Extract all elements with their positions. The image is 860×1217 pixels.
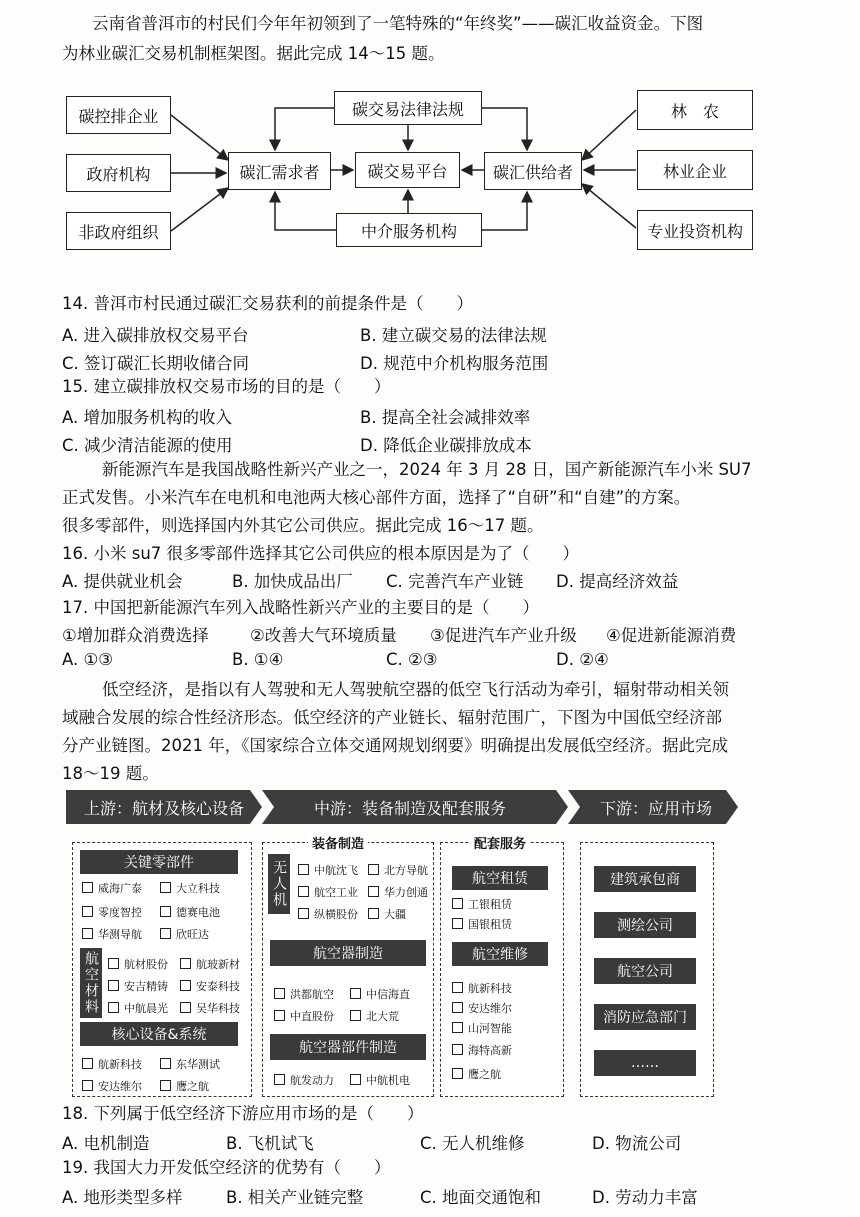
box-ngo: 非政府组织 xyxy=(66,212,171,250)
app-contractor: 建筑承包商 xyxy=(594,866,696,892)
equipment-section-title: 装备制造 xyxy=(308,833,368,852)
list-item: 华力创通 xyxy=(368,884,428,900)
core-system-header: 核心设备&系统 xyxy=(80,1022,238,1046)
list-item: 鹰之航 xyxy=(160,1078,209,1094)
q14-stem: 14. 普洱市村民通过碳汇交易获利的前提条件是（ ） xyxy=(62,294,473,313)
q14-option-b[interactable]: B. 建立碳交易的法律法规 xyxy=(360,326,547,345)
list-item: 航新科技 xyxy=(82,1056,142,1072)
list-item: 北大荒 xyxy=(350,1008,399,1024)
bar-midstream: 中游：装备制造及配套服务 xyxy=(314,798,507,818)
key-parts-header: 关键零部件 xyxy=(80,850,238,874)
q19-stem: 19. 我国大力开发低空经济的优势有（ ） xyxy=(62,1158,391,1177)
box-government: 政府机构 xyxy=(66,154,171,192)
list-item: 航发动力 xyxy=(274,1072,334,1088)
list-item: 威海广泰 xyxy=(82,880,142,896)
list-item: 航玻新材 xyxy=(180,956,240,972)
leasing-header: 航空租赁 xyxy=(452,866,548,890)
q14-option-a[interactable]: A. 进入碳排放权交易平台 xyxy=(62,326,249,345)
list-item: 中航晨光 xyxy=(108,1000,168,1016)
q16-stem: 16. 小米 su7 很多零部件选择其它公司供应的根本原因是为了（ ） xyxy=(62,544,580,563)
q16-option-b[interactable]: B. 加快成品出厂 xyxy=(232,572,353,591)
list-item: 鹰之航 xyxy=(452,1066,501,1082)
intro2-line1: 新能源汽车是我国战略性新兴产业之一，2024 年 3 月 28 日，国产新能源汽车小米 SU7 xyxy=(102,460,752,479)
list-item: 航材股份 xyxy=(108,956,168,972)
list-item: 大疆 xyxy=(368,906,406,922)
box-forestry-enterprise: 林业企业 xyxy=(637,150,753,190)
list-item: 安泰科技 xyxy=(180,978,240,994)
list-item: 洪都航空 xyxy=(274,986,334,1002)
intro1-line1: 云南省普洱市的村民们今年年初领到了一笔特殊的“年终奖”——碳汇收益资金。下图 xyxy=(92,14,704,33)
app-airline: 航空公司 xyxy=(594,958,696,984)
q19-option-a[interactable]: A. 地形类型多样 xyxy=(62,1188,183,1207)
q16-option-d[interactable]: D. 提高经济效益 xyxy=(556,572,679,591)
box-intermediary: 中介服务机构 xyxy=(336,213,482,247)
list-item: 大立科技 xyxy=(160,880,220,896)
intro3-line4: 18～19 题。 xyxy=(62,764,159,783)
q17-stem: 17. 中国把新能源汽车列入战略性新兴产业的主要目的是（ ） xyxy=(62,598,539,617)
box-emission-enterprises: 碳控排企业 xyxy=(66,96,171,134)
list-item: 国银租赁 xyxy=(452,916,512,932)
intro3-line3: 分产业链图。2021 年，《国家综合立体交通网规划纲要》明确提出发展低空经济。据此完成 xyxy=(62,736,728,755)
app-etc: …… xyxy=(594,1050,696,1076)
q16-option-a[interactable]: A. 提供就业机会 xyxy=(62,572,183,591)
q17-option-b[interactable]: B. ①④ xyxy=(232,650,284,669)
list-item: 安吉精铸 xyxy=(108,978,168,994)
uav-header: 无人机 xyxy=(268,854,290,914)
list-item: 中信海直 xyxy=(350,986,410,1002)
q18-option-b[interactable]: B. 飞机试飞 xyxy=(226,1134,314,1153)
q19-option-d[interactable]: D. 劳动力丰富 xyxy=(592,1188,698,1207)
q17-option-a[interactable]: A. ①③ xyxy=(62,650,114,669)
materials-header: 航空材料 xyxy=(80,948,102,1018)
list-item: 东华测试 xyxy=(160,1056,220,1072)
intro3-line1: 低空经济，是指以有人驾驶和无人驾驶航空器的低空飞行活动为牵引，辐射带动相关领 xyxy=(102,680,729,699)
bar-downstream: 下游：应用市场 xyxy=(600,798,713,818)
box-forest-farmers: 林 农 xyxy=(637,90,753,130)
list-item: 安达维尔 xyxy=(452,1000,512,1016)
q19-option-b[interactable]: B. 相关产业链完整 xyxy=(226,1188,364,1207)
q15-option-b[interactable]: B. 提高全社会减排效率 xyxy=(360,408,531,427)
list-item: 中直股份 xyxy=(274,1008,334,1024)
q18-option-d[interactable]: D. 物流公司 xyxy=(592,1134,682,1153)
app-surveying: 测绘公司 xyxy=(594,912,696,938)
intro2-line2: 正式发售。小米汽车在电机和电池两大核心部件方面，选择了“自研”和“自建”的方案。 xyxy=(62,488,691,507)
list-item: 海特高新 xyxy=(452,1042,512,1058)
q15-stem: 15. 建立碳排放权交易市场的目的是（ ） xyxy=(62,377,391,396)
box-carbon-demand: 碳汇需求者 xyxy=(228,152,331,190)
q17-option-c[interactable]: C. ②③ xyxy=(386,650,438,669)
q14-option-d[interactable]: D. 规范中介机构服务范围 xyxy=(360,354,549,373)
list-item: 欣旺达 xyxy=(160,926,209,942)
list-item: 零度智控 xyxy=(82,904,142,920)
box-carbon-platform: 碳交易平台 xyxy=(355,152,460,188)
box-investment-institution: 专业投资机构 xyxy=(637,210,753,250)
aircraft-mfg-header: 航空器制造 xyxy=(270,940,426,966)
q17-statement-4: ④促进新能源消费 xyxy=(606,626,737,645)
list-item: 华测导航 xyxy=(82,926,142,942)
intro3-line2: 域融合发展的综合性经济形态。低空经济的产业链长、辐射范围广，下图为中国低空经济部 xyxy=(62,708,722,727)
box-carbon-law: 碳交易法律法规 xyxy=(334,91,482,125)
repair-header: 航空维修 xyxy=(452,942,548,966)
q18-option-a[interactable]: A. 电机制造 xyxy=(62,1134,150,1153)
app-fire-emergency: 消防应急部门 xyxy=(594,1004,696,1030)
q15-option-d[interactable]: D. 降低企业碳排放成本 xyxy=(360,436,532,455)
intro2-line3: 很多零部件，则选择国内外其它公司供应。据此完成 16～17 题。 xyxy=(62,516,544,535)
list-item: 北方导航 xyxy=(368,862,428,878)
list-item: 中航沈飞 xyxy=(298,862,358,878)
list-item: 山河智能 xyxy=(452,1020,512,1036)
list-item: 吴华科技 xyxy=(180,1000,240,1016)
list-item: 安达维尔 xyxy=(82,1078,142,1094)
parts-mfg-header: 航空器部件制造 xyxy=(270,1034,426,1060)
q16-option-c[interactable]: C. 完善汽车产业链 xyxy=(386,572,524,591)
q18-stem: 18. 下列属于低空经济下游应用市场的是（ ） xyxy=(62,1104,424,1123)
list-item: 德赛电池 xyxy=(160,904,220,920)
q19-option-c[interactable]: C. 地面交通饱和 xyxy=(420,1188,542,1207)
list-item: 中航机电 xyxy=(350,1072,410,1088)
services-section-title: 配套服务 xyxy=(470,833,530,852)
list-item: 航新科技 xyxy=(452,980,512,996)
q14-option-c[interactable]: C. 签订碳汇长期收储合同 xyxy=(62,354,250,373)
q17-statement-3: ③促进汽车产业升级 xyxy=(430,626,577,645)
bar-upstream: 上游：航材及核心设备 xyxy=(84,798,245,818)
list-item: 纵横股份 xyxy=(298,906,358,922)
q15-option-c[interactable]: C. 减少清洁能源的使用 xyxy=(62,436,233,455)
q17-option-d[interactable]: D. ②④ xyxy=(556,650,609,669)
list-item: 工银租赁 xyxy=(452,896,512,912)
q15-option-a[interactable]: A. 增加服务机构的收入 xyxy=(62,408,232,427)
box-carbon-supply: 碳汇供给者 xyxy=(484,152,582,190)
list-item: 航空工业 xyxy=(298,884,358,900)
q17-statement-2: ②改善大气环境质量 xyxy=(250,626,397,645)
q17-statement-1: ①增加群众消费选择 xyxy=(62,626,209,645)
intro1-line2: 为林业碳汇交易机制框架图。据此完成 14～15 题。 xyxy=(62,44,445,63)
q18-option-c[interactable]: C. 无人机维修 xyxy=(420,1134,525,1153)
